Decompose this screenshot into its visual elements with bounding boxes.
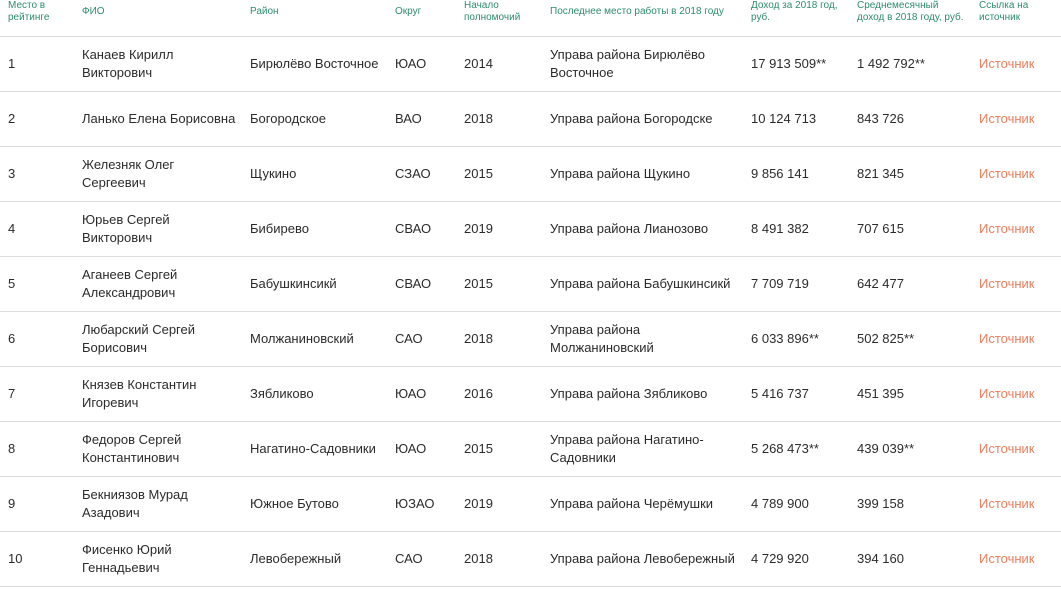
cell-okrug: ЮЗАО: [387, 477, 456, 532]
cell-monthly: 502 825**: [849, 312, 971, 367]
cell-start: 2019: [456, 477, 542, 532]
cell-name: Ланько Елена Борисовна: [74, 92, 242, 147]
cell-okrug: СЗАО: [387, 147, 456, 202]
source-link[interactable]: Источник: [979, 551, 1035, 566]
cell-okrug: ВАО: [387, 92, 456, 147]
cell-source: [971, 257, 1061, 312]
cell-start: 2019: [456, 202, 542, 257]
source-link[interactable]: Источник: [979, 111, 1035, 126]
cell-income: 6 033 896**: [743, 312, 849, 367]
cell-district: Молжаниновский: [242, 312, 387, 367]
cell-rank: 8: [0, 422, 74, 477]
table-body: [0, 37, 1061, 587]
cell-income: 8 491 382: [743, 202, 849, 257]
header-income: Доход за 2018 год, руб.: [743, 0, 849, 37]
cell-rank: 9: [0, 477, 74, 532]
cell-monthly: 451 395: [849, 367, 971, 422]
cell-job: Управа района Богородске: [542, 92, 743, 147]
cell-source: [971, 147, 1061, 202]
cell-income: 17 913 509**: [743, 37, 849, 92]
cell-rank: 4: [0, 202, 74, 257]
cell-district: Бирюлёво Восточное: [242, 37, 387, 92]
cell-name: Федоров Сергей Константинович: [74, 422, 242, 477]
table-header: [0, 0, 1061, 37]
cell-district: Богородское: [242, 92, 387, 147]
cell-district: Бибирево: [242, 202, 387, 257]
source-link[interactable]: Источник: [979, 166, 1035, 181]
source-link[interactable]: Источник: [979, 276, 1035, 291]
cell-start: 2018: [456, 312, 542, 367]
header-okrug: Округ: [387, 0, 456, 37]
cell-monthly: 642 477: [849, 257, 971, 312]
cell-okrug: СВАО: [387, 257, 456, 312]
cell-job: Управа района Молжаниновский: [542, 312, 743, 367]
cell-source: [971, 312, 1061, 367]
header-job: Последнее место работы в 2018 году: [542, 0, 743, 37]
cell-source: [971, 37, 1061, 92]
source-link[interactable]: Источник: [979, 386, 1035, 401]
cell-start: 2015: [456, 257, 542, 312]
cell-district: Щукино: [242, 147, 387, 202]
cell-job: Управа района Зябликово: [542, 367, 743, 422]
table-row: [0, 92, 1061, 147]
cell-source: [971, 532, 1061, 587]
cell-income: 7 709 719: [743, 257, 849, 312]
header-district: Район: [242, 0, 387, 37]
cell-income: 5 268 473**: [743, 422, 849, 477]
cell-source: [971, 367, 1061, 422]
cell-district: Зябликово: [242, 367, 387, 422]
source-link[interactable]: Источник: [979, 496, 1035, 511]
cell-monthly: 707 615: [849, 202, 971, 257]
cell-rank: 10: [0, 532, 74, 587]
cell-rank: 3: [0, 147, 74, 202]
cell-monthly: 439 039**: [849, 422, 971, 477]
cell-income: 4 789 900: [743, 477, 849, 532]
cell-name: Фисенко Юрий Геннадьевич: [74, 532, 242, 587]
cell-source: [971, 202, 1061, 257]
cell-job: Управа района Лианозово: [542, 202, 743, 257]
table-row: [0, 422, 1061, 477]
cell-rank: 2: [0, 92, 74, 147]
cell-name: Бекниязов Мурад Азадович: [74, 477, 242, 532]
table-row: [0, 312, 1061, 367]
cell-district: Южное Бутово: [242, 477, 387, 532]
header-name: ФИО: [74, 0, 242, 37]
cell-job: Управа района Щукино: [542, 147, 743, 202]
header-row: [0, 0, 1061, 37]
cell-source: [971, 422, 1061, 477]
cell-job: Управа района Левобережный: [542, 532, 743, 587]
table-row: [0, 147, 1061, 202]
cell-job: Управа района Нагатино-Садовники: [542, 422, 743, 477]
cell-name: Железняк Олег Сергеевич: [74, 147, 242, 202]
cell-monthly: 843 726: [849, 92, 971, 147]
cell-income: 9 856 141: [743, 147, 849, 202]
cell-rank: 6: [0, 312, 74, 367]
cell-start: 2016: [456, 367, 542, 422]
cell-okrug: ЮАО: [387, 367, 456, 422]
table-row: [0, 477, 1061, 532]
cell-job: Управа района Черёмушки: [542, 477, 743, 532]
cell-start: 2018: [456, 532, 542, 587]
cell-start: 2015: [456, 147, 542, 202]
source-link[interactable]: Источник: [979, 56, 1035, 71]
cell-start: 2018: [456, 92, 542, 147]
cell-okrug: СВАО: [387, 202, 456, 257]
table-row: [0, 532, 1061, 587]
cell-name: Любарский Сергей Борисович: [74, 312, 242, 367]
header-source: Ссылка на источник: [971, 0, 1061, 37]
table-row: [0, 37, 1061, 92]
cell-rank: 1: [0, 37, 74, 92]
source-link[interactable]: Источник: [979, 221, 1035, 236]
cell-income: 4 729 920: [743, 532, 849, 587]
cell-start: 2015: [456, 422, 542, 477]
cell-monthly: 821 345: [849, 147, 971, 202]
cell-district: Нагатино-Садовники: [242, 422, 387, 477]
cell-district: Бабушкинсикй: [242, 257, 387, 312]
cell-source: [971, 92, 1061, 147]
cell-district: Левобережный: [242, 532, 387, 587]
cell-monthly: 394 160: [849, 532, 971, 587]
cell-income: 10 124 713: [743, 92, 849, 147]
cell-name: Канаев Кирилл Викторович: [74, 37, 242, 92]
cell-rank: 7: [0, 367, 74, 422]
cell-name: Аганеев Сергей Александрович: [74, 257, 242, 312]
cell-income: 5 416 737: [743, 367, 849, 422]
cell-name: Юрьев Сергей Викторович: [74, 202, 242, 257]
table-row: [0, 367, 1061, 422]
cell-source: [971, 477, 1061, 532]
cell-job: Управа района Бабушкинсикй: [542, 257, 743, 312]
cell-start: 2014: [456, 37, 542, 92]
cell-okrug: ЮАО: [387, 422, 456, 477]
table-row: [0, 257, 1061, 312]
cell-monthly: 399 158: [849, 477, 971, 532]
cell-job: Управа района Бирюлёво Восточное: [542, 37, 743, 92]
cell-okrug: ЮАО: [387, 37, 456, 92]
source-link[interactable]: Источник: [979, 331, 1035, 346]
header-start: Начало полномочий: [456, 0, 542, 37]
cell-rank: 5: [0, 257, 74, 312]
header-monthly: Среднемесячный доход в 2018 году, руб.: [849, 0, 971, 37]
table-row: [0, 202, 1061, 257]
header-rank: Место в рейтинге: [0, 0, 74, 37]
cell-okrug: САО: [387, 532, 456, 587]
cell-monthly: 1 492 792**: [849, 37, 971, 92]
cell-name: Князев Константин Игоревич: [74, 367, 242, 422]
cell-okrug: САО: [387, 312, 456, 367]
source-link[interactable]: Источник: [979, 441, 1035, 456]
